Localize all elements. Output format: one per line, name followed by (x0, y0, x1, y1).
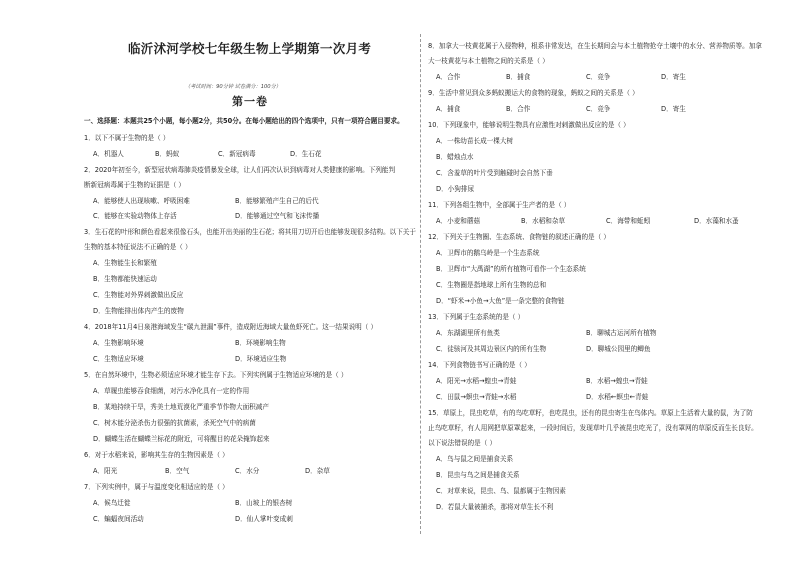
option-7c: C．蝙蝠夜间活动 (93, 515, 144, 523)
column-divider (420, 34, 421, 534)
option-9c: C．竞争 (586, 105, 611, 113)
option-2c: C．能够在实验动物体上存活 (93, 212, 177, 220)
option-11d: D．水藻和水蚤 (694, 217, 739, 225)
option-5d: D．蝴蝶生活在蝴蝶兰标花的附近，可将醒目的花朵掩饰起来 (93, 435, 270, 443)
question-10: 10．下列现象中，能够说明生物具有应激性对刺激做出反应的是（ ） (428, 121, 630, 129)
option-12b: B．卫辉市“大禹湖”的所有植物可看作一个生态系统 (436, 265, 586, 273)
option-15b: B．昆虫与鸟之间是捕食关系 (436, 471, 520, 479)
question-11: 11．下列各组生物中，全部属于生产者的是（ ） (428, 201, 571, 209)
option-5c: C．树木能分泌杀伤力很强的抗菌素，杀死空气中的病菌 (93, 419, 256, 427)
option-10d: D．小狗排尿 (436, 185, 475, 193)
option-9a: A．捕食 (436, 105, 461, 113)
volume-heading: 第一卷 (232, 95, 268, 108)
option-7d: D．仙人掌叶变成刺 (235, 515, 293, 523)
option-3d: D．生物能排出体内产生的废物 (93, 307, 184, 315)
option-3a: A．生物能生长和繁殖 (93, 259, 157, 267)
option-6c: C．水分 (235, 467, 260, 475)
option-15d: D．若鼠大量被捕杀，那将对草生长不利 (436, 503, 554, 511)
option-3c: C．生物能对外界刺激做出反应 (93, 291, 184, 299)
question-3-line2: 生物的基本特征说法不正确的是（ ） (84, 243, 192, 251)
option-15a: A．鸟与鼠之间是捕食关系 (436, 455, 514, 463)
option-1b: B．蚂蚁 (155, 150, 180, 158)
option-13b: B．聊城古运河所有植物 (586, 329, 657, 337)
option-12d: D．“虾米→小鱼→大鱼”是一条完整的食物链 (436, 297, 565, 305)
option-10a: A．一株幼苗长成一棵大树 (436, 137, 514, 145)
option-11b: B．水稻和杂草 (521, 217, 566, 225)
question-13: 13．下列属于生态系统的是（ ） (428, 313, 525, 321)
option-3b: B．生物都能快速运动 (93, 275, 157, 283)
question-5: 5．在自然环境中，生物必须适应环境才能生存下去。下列实例属于生物适应环境的是（ ） (84, 371, 348, 379)
option-7b: B．山坡上的银杏树 (235, 499, 293, 507)
option-9d: D．寄生 (661, 105, 686, 113)
question-15-line2: 止鸟吃草籽，有人用网把草原罩起来，一段时间后，发现草叶几乎被昆虫吃光了，没有罩网的草原反而生长良好。 (428, 424, 758, 432)
option-1a: A．机器人 (93, 150, 124, 158)
option-13d: D．聊城公园里的鲫鱼 (586, 345, 651, 353)
option-4d: D．环境适应生物 (235, 355, 287, 363)
question-2-line1: 2．2020年初至今，新型冠状病毒肺炎疫情暴发全球，让人们再次认识到病毒对人类健康的影响。下列能判 (84, 166, 396, 174)
option-9b: B．合作 (506, 105, 531, 113)
option-13c: C．徒骇河及其周边景区内的所有生物 (436, 345, 547, 353)
option-5a: A．草履虫能够吞食细菌，对污水净化具有一定的作用 (93, 387, 250, 395)
option-1d: D．生石花 (290, 150, 322, 158)
section-instructions: 一、选择题：本题共25个小题，每小题2分，共50分。在每小题给出的四个选项中，只有一项符合题目要求。 (84, 117, 404, 125)
option-2a: A．能够使人出现咳嗽、呼吸困难 (93, 197, 190, 205)
option-12a: A．卫辉市的鹅乌岭是一个生态系统 (436, 249, 540, 257)
question-2-line2: 断新冠病毒属于生物的证据是（ ） (84, 181, 186, 189)
question-3-line1: 3．生石花的叶形和颜色看起来很像石头，也能开出美丽的生石花；将其用刀切开后也能够发现很多结构。以下关于 (84, 228, 416, 236)
question-9: 9．生活中常见到众多蚂蚁搬运大的食物的现象，蚂蚁之间的关系是（ ） (428, 89, 639, 97)
option-4b: B．环境影响生物 (235, 339, 286, 347)
option-2b: B．能够繁殖产生自己的后代 (235, 197, 319, 205)
exam-title: 临沂沭河学校七年级生物上学期第一次月考 (128, 41, 372, 56)
question-15-line3: 以下说法错误的是（ ） (428, 439, 497, 447)
option-8c: C．竞争 (586, 73, 611, 81)
question-6: 6．对于水稻来说，影响其生存的生物因素是（ ） (84, 451, 229, 459)
option-11c: C．海带和蚯蚓 (606, 217, 651, 225)
question-15-line1: 15．草原上，昆虫吃草，有的鸟吃草籽，也吃昆虫，还有的昆虫寄生在鸟体内。草原上生活着大量的鼠，为了防 (428, 409, 753, 417)
option-8d: D．寄生 (661, 73, 686, 81)
option-8a: A．合作 (436, 73, 461, 81)
exam-note: （考试时间：90分钟 试卷满分：100分） (185, 84, 281, 90)
option-7a: A．候鸟迁徙 (93, 499, 131, 507)
option-10b: B．蜡烛点水 (436, 153, 474, 161)
question-8-line1: 8．加拿大一枝黄花属于入侵物种，根系非常发达，在生长期间会与本土植物抢夺土壤中的水分、营养物质等。加拿 (428, 42, 762, 50)
question-4: 4．2018年11月4日泉港海域发生“碳九泄漏”事件，造成附近海域大量鱼虾死亡。这一结果说明（ ） (84, 323, 378, 331)
option-4c: C．生物适应环境 (93, 355, 144, 363)
option-14d: D．水稻←螟虫←青蛙 (586, 393, 649, 401)
right-column (426, 0, 794, 562)
question-7: 7．下列实例中，属于与温度变化相适应的是（ ） (84, 483, 229, 491)
option-1c: C．新冠病毒 (218, 150, 256, 158)
option-6b: B．空气 (165, 467, 190, 475)
question-8-line2: 大一枝黄花与本土植物之间的关系是（ ） (428, 57, 549, 65)
option-5b: B．某地持续干旱，秀美土地荒漠化严重季节作物大面积减产 (93, 403, 269, 411)
option-6a: A．阳光 (93, 467, 118, 475)
option-10c: C．含羞草的叶片受到触碰时会自然下垂 (436, 169, 553, 177)
option-4a: A．生物影响环境 (93, 339, 144, 347)
option-6d: D．杂草 (305, 467, 330, 475)
question-14: 14．下列食物链书写正确的是（ ） (428, 361, 531, 369)
option-11a: A．小麦和蘑菇 (436, 217, 481, 225)
option-2d: D．能够通过空气和飞沫传播 (235, 212, 320, 220)
option-15c: C．对草来说，昆虫、鸟、鼠都属于生物因素 (436, 487, 566, 495)
option-14b: B．水稻→蝗虫→青蛙 (586, 377, 648, 385)
question-1: 1．以下不属于生物的是（ ） (84, 134, 170, 142)
question-12: 12．下列关于生物圈、生态系统、食物链的叙述正确的是（ ） (428, 233, 610, 241)
option-13a: A．东湖湖里所有鱼类 (436, 329, 500, 337)
option-12c: C．生物圈是指地球上所有生物的总和 (436, 281, 547, 289)
option-14a: A．阳光→水稻→蝗虫→青蛙 (436, 377, 517, 385)
option-8b: B．捕食 (506, 73, 531, 81)
option-14c: C．田鼠→螟虫→青蛙→水稻 (436, 393, 517, 401)
